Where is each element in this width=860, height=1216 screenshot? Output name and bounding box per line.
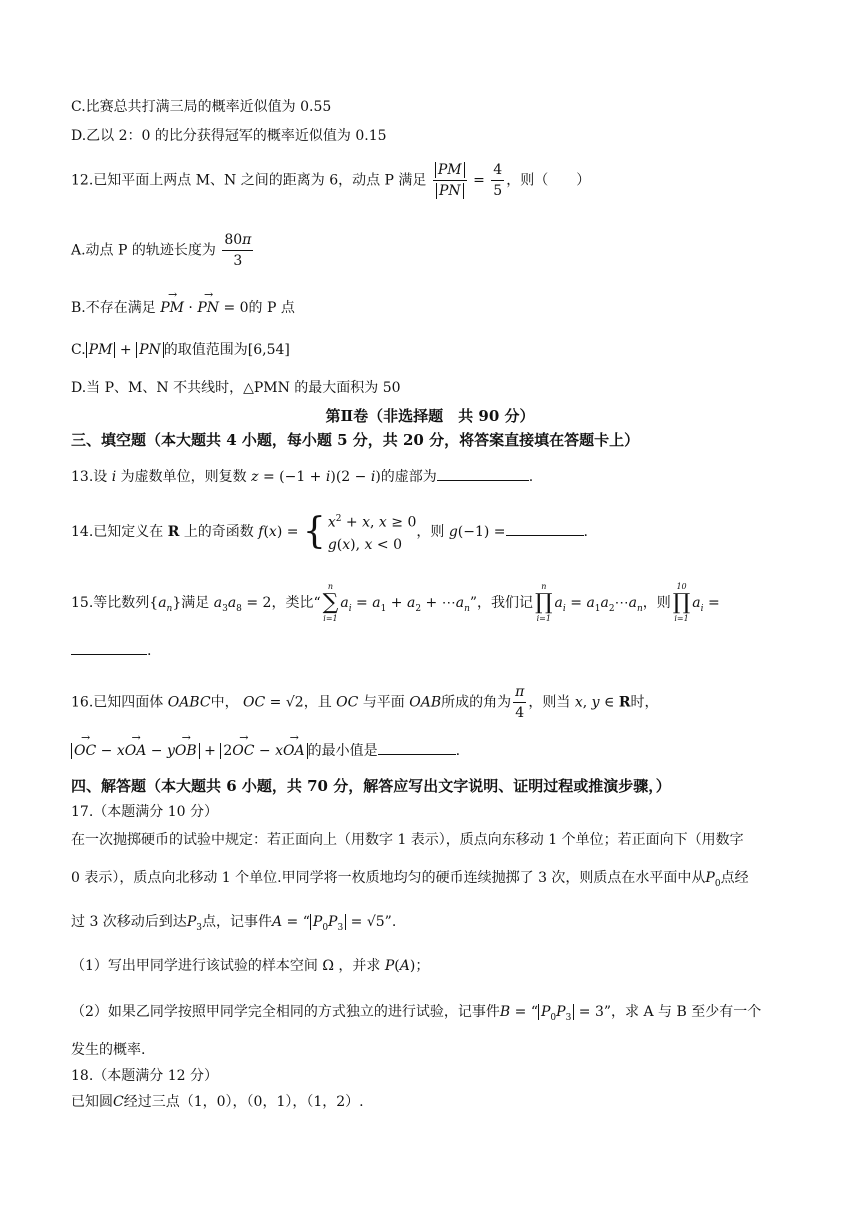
option-12c: C. PM + PN 的取值范围为[6,54] — [71, 342, 290, 358]
question-18-heading: 18.（本题满分 12 分） — [71, 1068, 218, 1084]
question-16: 16.已知四面体 OABC中， OC = √2，且 OC 与平面 OAB所成的角为 $\frac{\pi}{4}$ ，则当 x, y ∈ R时， — [71, 684, 659, 721]
answer-blank — [71, 640, 147, 655]
section-four-heading: 四、解答题（本大题共 6 小题，共 70 分，解答应写出文字说明、证明过程或推演步骤，） — [71, 777, 671, 795]
question-17-part2-end: 发生的概率. — [71, 1042, 146, 1058]
answer-blank — [506, 521, 584, 536]
question-15: 15.等比数列$\{a_n\}$满足 $a_3a_8 = 2$，类比“ n ∑ i=1 $a_i = a_1 + a_2$ + $\cdots a_n$”，我们记 n ∏ i=1 $a_i$ = $a_1a_2\cdots a_n$，则 10 ∏ i=1 $a_i$ = — [71, 582, 720, 623]
question-16-expression: → OC − x→ OA − y→ OB + 2→ OC − x→ OA 的最小值是 . — [71, 740, 800, 761]
section-three-heading: 三、填空题（本大题共 4 小题，每小题 5 分，共 20 分，将答案直接填在答题卡上） — [71, 431, 640, 449]
question-13: 13.设 i 为虚数单位，则复数 z = (−1 + i)(2 − i)的虚部为 . — [71, 466, 800, 487]
answer-blank — [437, 466, 529, 481]
option-11d: D.乙以 2：0 的比分获得冠军的概率近似值为 0.15 — [71, 128, 387, 144]
ratio-fraction: $\frac{PM}{PN}$ — [433, 160, 467, 201]
question-18-line1: 已知圆C经过三点（1，0），（0，1），（1，2）. — [71, 1094, 364, 1110]
question-17-line3: 过 3 次移动后到达$P_3$点，记事件A = “ $P_0P_3 = √5$”. — [71, 914, 397, 933]
option-11c: C.比赛总共打满三局的概率近似值为 0.55 — [71, 99, 332, 115]
question-14: 14.已知定义在 R 上的奇函数 f(x) = { $x^2 + x$, x ≥ 0 g(x), x < 0 ，则 g(−1) = . — [71, 510, 588, 553]
option-12a: A.动点 P 的轨迹长度为 $\frac{80\pi}{3}$ — [71, 232, 252, 269]
option-12d: D.当 P、M、N 不共线时，△PMN 的最大面积为 50 — [71, 380, 401, 396]
question-17-part2: （2）如果乙同学按照甲同学完全相同的方式独立的进行试验，记事件B = “ $P_0P_3 = 3$”，求 A 与 B 至少有一个 — [71, 1004, 762, 1023]
question-17-line1: 在一次抛掷硬币的试验中规定：若正面向上（用数字 1 表示），质点向东移动 1 个单位；若正面向下（用数字 — [71, 832, 744, 848]
part-two-title: 第Ⅱ卷（非选择题 共 90 分） — [325, 407, 535, 425]
question-15-blank-line: . — [71, 640, 800, 661]
question-17-line2: 0 表示），质点向北移动 1 个单位.甲同学将一枚质地均匀的硬币连续抛掷了 3 次，则质点在水平面中从$P_0$点经 — [71, 870, 749, 889]
question-12: 12.已知平面上两点 M、N 之间的距离为 6，动点 P 满足 $\frac{PM}{PN}$ = $\frac{4}{5}$ ，则（ ） — [71, 162, 591, 199]
option-12b: B.不存在满足 → PM · → PN = 0的 P 点 — [71, 298, 800, 318]
answer-blank — [378, 740, 456, 755]
question-17-heading: 17.（本题满分 10 分） — [71, 804, 218, 820]
question-17-part1: （1）写出甲同学进行该试验的样本空间 Ω ，并求 P(A)； — [71, 958, 430, 974]
